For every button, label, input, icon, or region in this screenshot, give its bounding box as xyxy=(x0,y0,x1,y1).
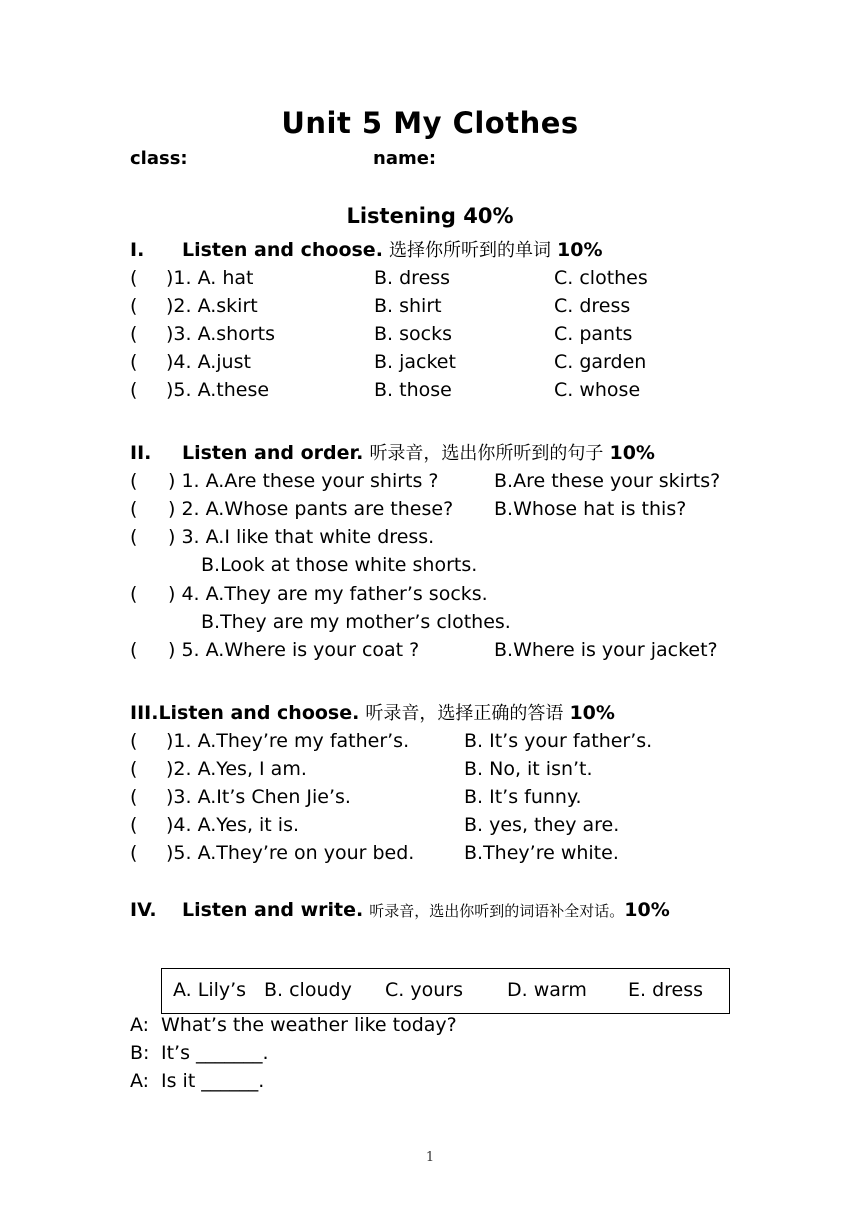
option-b: B. It’s funny. xyxy=(464,786,582,808)
answer-paren: ( xyxy=(130,730,138,752)
section-1-heading xyxy=(130,236,603,262)
option-c: C. whose xyxy=(554,379,641,401)
section-1-number: I. xyxy=(130,239,145,261)
page-number: 1 xyxy=(425,1150,435,1165)
section-4-instruction: 听录音，选出你听到的词语补全对话。 xyxy=(369,902,625,920)
word-bank-box xyxy=(161,968,730,1014)
option-a: ) 3. A.I like that white dress. xyxy=(168,526,435,548)
section-1-instruction: 选择你所听到的单词 xyxy=(388,240,551,261)
option-a: ) 4. A.They are my father’s socks. xyxy=(168,583,488,605)
option-c: C. garden xyxy=(554,351,647,373)
section-3-heading xyxy=(130,699,615,725)
section-2-score: 10% xyxy=(609,442,655,464)
section-4-heading xyxy=(130,899,670,921)
word-bank-option: E. dress xyxy=(628,979,704,1001)
option-b: B.They’re white. xyxy=(464,842,619,864)
option-c: C. clothes xyxy=(554,267,648,289)
option-b: B. It’s your father’s. xyxy=(464,730,653,752)
option-b: B. No, it isn’t. xyxy=(464,758,593,780)
section-4-title: Listen and write. xyxy=(182,899,364,921)
section-1-title: Listen and choose. xyxy=(182,239,383,261)
section-4-number: IV. xyxy=(130,899,157,921)
option-b: B.They are my mother’s clothes. xyxy=(201,611,511,633)
answer-paren: ( xyxy=(130,814,138,836)
word-bank-option: D. warm xyxy=(507,979,587,1001)
option-b: B.Look at those white shorts. xyxy=(201,554,478,576)
option-b: B. shirt xyxy=(374,295,442,317)
answer-paren: ( xyxy=(130,295,138,317)
answer-paren: ( xyxy=(130,323,138,345)
option-a: ) 2. A.Whose pants are these? xyxy=(168,498,454,520)
word-bank-option: B. cloudy xyxy=(264,979,352,1001)
option-a: )3. A.shorts xyxy=(166,323,276,345)
option-b: B. those xyxy=(374,379,452,401)
dialogue-line: It’s _______. xyxy=(161,1042,269,1064)
option-b: B.Are these your skirts? xyxy=(494,470,721,492)
option-a: )1. A.They’re my father’s. xyxy=(166,730,410,752)
answer-paren: ( xyxy=(130,758,138,780)
answer-paren: ( xyxy=(130,379,138,401)
option-b: B.Whose hat is this? xyxy=(494,498,687,520)
option-b: B. jacket xyxy=(374,351,456,373)
section-3-number: III. xyxy=(130,702,159,724)
section-3-instruction: 听录音，选择正确的答语 xyxy=(365,703,564,724)
class-label: class: xyxy=(130,148,188,169)
option-a: )2. A.skirt xyxy=(166,295,258,317)
option-a: ) 5. A.Where is your coat ? xyxy=(168,639,420,661)
section-2-title: Listen and order. xyxy=(182,442,364,464)
answer-paren: ( xyxy=(130,267,138,289)
section-3-score: 10% xyxy=(569,702,615,724)
section-2-number: II. xyxy=(130,442,152,464)
option-a: )4. A.just xyxy=(166,351,251,373)
option-b: B.Where is your jacket? xyxy=(494,639,718,661)
answer-paren: ( xyxy=(130,583,138,605)
dialogue-line: What’s the weather like today? xyxy=(161,1014,457,1036)
answer-paren: ( xyxy=(130,639,138,661)
option-c: C. pants xyxy=(554,323,633,345)
option-b: B. socks xyxy=(374,323,452,345)
answer-paren: ( xyxy=(130,498,138,520)
option-a: )3. A.It’s Chen Jie’s. xyxy=(166,786,351,808)
dialogue-line: Is it ______. xyxy=(161,1070,265,1092)
dialogue-speaker: A: xyxy=(130,1070,150,1092)
section-3-title: Listen and choose. xyxy=(158,702,360,724)
word-bank-option: C. yours xyxy=(385,979,463,1001)
word-bank-option: A. Lily’s xyxy=(173,979,247,1001)
section-2-heading xyxy=(130,439,655,465)
option-a: )2. A.Yes, I am. xyxy=(166,758,307,780)
option-a: ) 1. A.Are these your shirts ? xyxy=(168,470,439,492)
answer-paren: ( xyxy=(130,842,138,864)
answer-paren: ( xyxy=(130,526,138,548)
dialogue-speaker: B: xyxy=(130,1042,150,1064)
option-a: )5. A.these xyxy=(166,379,270,401)
option-a: )4. A.Yes, it is. xyxy=(166,814,300,836)
answer-paren: ( xyxy=(130,351,138,373)
option-a: )5. A.They’re on your bed. xyxy=(166,842,415,864)
option-b: B. dress xyxy=(374,267,451,289)
listening-subtitle: Listening 40% xyxy=(346,204,514,228)
section-1-score: 10% xyxy=(557,239,603,261)
page-title: Unit 5 My Clothes xyxy=(281,106,579,140)
option-b: B. yes, they are. xyxy=(464,814,620,836)
answer-paren: ( xyxy=(130,786,138,808)
option-c: C. dress xyxy=(554,295,631,317)
section-2-instruction: 听录音，选出你所听到的句子 xyxy=(369,443,604,464)
section-4-score: 10% xyxy=(624,899,670,921)
name-label: name: xyxy=(373,148,437,169)
option-a: )1. A. hat xyxy=(166,267,254,289)
answer-paren: ( xyxy=(130,470,138,492)
dialogue-speaker: A: xyxy=(130,1014,150,1036)
